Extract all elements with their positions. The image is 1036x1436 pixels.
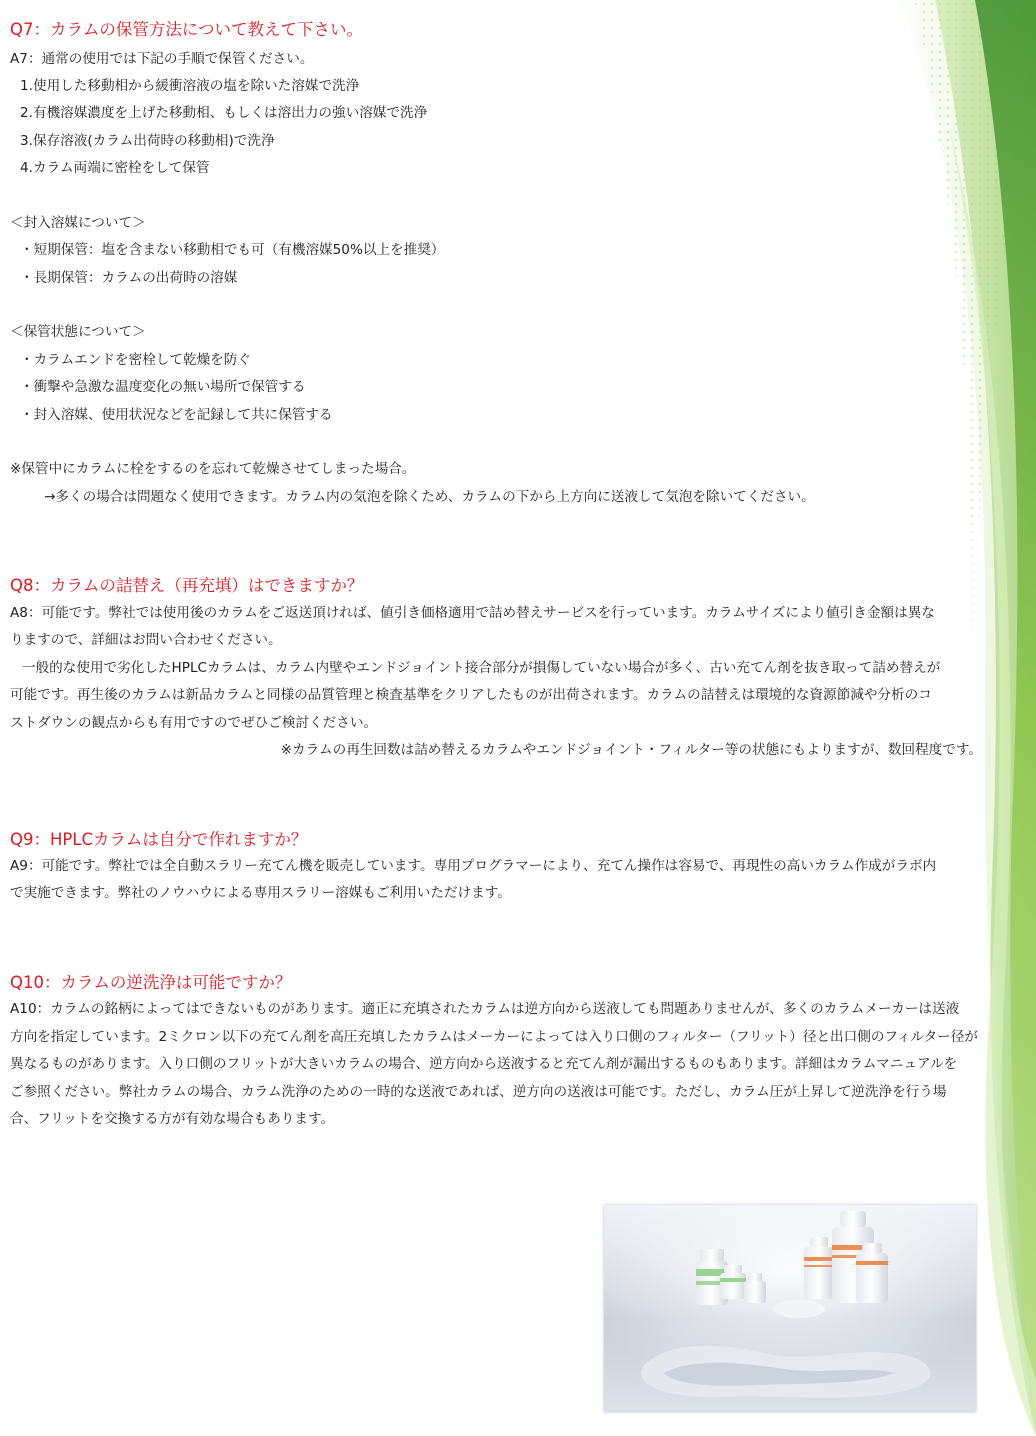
q7-state-item-1: ・カラムエンドを密栓して乾燥を防ぐ [20, 352, 251, 368]
q7-state-item-2: ・衝撃や急激な温度変化の無い場所で保管する [20, 379, 306, 395]
q7-note-answer: →多くの場合は問題なく使用できます。カラム内の気泡を除くため、カラムの下から上方向に送液して気泡を除いてください。 [44, 489, 815, 505]
q8-answer-line-2: りますので、詳細はお問い合わせください。 [10, 632, 282, 648]
q7-note: ※保管中にカラムに栓をするのを忘れて乾燥させてしまった場合。 [10, 461, 416, 477]
q10-answer-line-2: 方向を指定しています。2ミクロン以下の充てん剤を高圧充填したカラムはメーカーによっては入り口側のフィルター（フリット）径と出口側のフィルター径が [10, 1029, 978, 1045]
q9-answer-line-2: で実施できます。弊社のノウハウによる専用スラリー溶媒もご利用いただけます。 [10, 885, 511, 901]
q9-answer-line-1: A9：可能です。弊社では全自動スラリー充てん機を販売しています。専用プログラマーにより、充てん操作は容易で、再現性の高いカラム作成がラボ内 [10, 858, 937, 874]
q7-solvent-short-term: ・短期保管：塩を含まない移動相でも可（有機溶媒50%以上を推奨） [20, 242, 445, 258]
q8-answer-line-3: 一般的な使用で劣化したHPLCカラムは、カラム内壁やエンドジョイント接合部分が損傷していない場合が多く、古い充てん剤を抜き取って詰め替えが [22, 660, 941, 676]
q7-step-4: 4.カラム両端に密栓をして保管 [20, 160, 210, 176]
q8-question-title: Q8：カラムの詰替え（再充填）はできますか？ [10, 576, 364, 595]
q10-answer-line-4: ご参照ください。弊社カラムの場合、カラム洗浄のための一時的な送液であれば、逆方向の送液は可能です。ただし、カラム圧が上昇して逆洗浄を行う場 [10, 1084, 947, 1100]
q8-answer-line-5: ストダウンの観点からも有用ですのでぜひご検討ください。 [10, 715, 378, 731]
q10-answer-line-3: 異なるものがあります。入り口側のフリットが大きいカラムの場合、逆方向から送液すると充てん剤が漏出するものもあります。詳細はカラムマニュアルを [10, 1056, 958, 1072]
q7-question-title: Q7：カラムの保管方法について教えて下さい。 [10, 20, 363, 39]
q10-answer-line-1: A10：カラムの銘柄によってはできないものがあります。適正に充填されたカラムは逆方向から送液しても問題ありませんが、多くのカラムメーカーは送液 [10, 1001, 960, 1017]
q10-answer-line-5: 合、フリットを交換する方が有効な場合もあります。 [10, 1111, 335, 1127]
q7-state-item-3: ・封入溶媒、使用状況などを記録して共に保管する [20, 407, 333, 423]
q8-answer-line-4: 可能です。再生後のカラムは新品カラムと同様の品質管理と検査基準をクリアしたものが出荷されます。カラムの詰替えは環境的な資源節減や分析のコ [10, 687, 932, 703]
product-bottles-photo [604, 1205, 976, 1412]
q7-step-2: 2.有機溶媒濃度を上げた移動相、もしくは溶出力の強い溶媒で洗浄 [20, 105, 428, 121]
q7-answer-intro: A7：通常の使用では下記の手順で保管ください。 [10, 51, 314, 67]
q8-note: ※カラムの再生回数は詰め替えるカラムやエンドジョイント・フィルター等の状態にもよりますが、数回程度です。 [280, 742, 982, 758]
q7-step-3: 3.保存溶液(カラム出荷時の移動相)で洗浄 [20, 133, 275, 149]
q7-state-heading: ＜保管状態について＞ [10, 324, 146, 340]
q10-question-title: Q10：カラムの逆洗浄は可能ですか？ [10, 973, 292, 992]
q9-question-title: Q9：HPLCカラムは自分で作れますか？ [10, 830, 308, 849]
q8-answer-line-1: A8：可能です。弊社では使用後のカラムをご返送頂ければ、値引き価格適用で詰め替えサービスを行っています。カラムサイズにより値引き金額は異な [10, 605, 935, 621]
q7-step-1: 1.使用した移動相から緩衝溶液の塩を除いた溶媒で洗浄 [20, 78, 360, 94]
q7-solvent-long-term: ・長期保管：カラムの出荷時の溶媒 [20, 270, 238, 286]
q7-solvent-heading: ＜封入溶媒について＞ [10, 215, 146, 231]
